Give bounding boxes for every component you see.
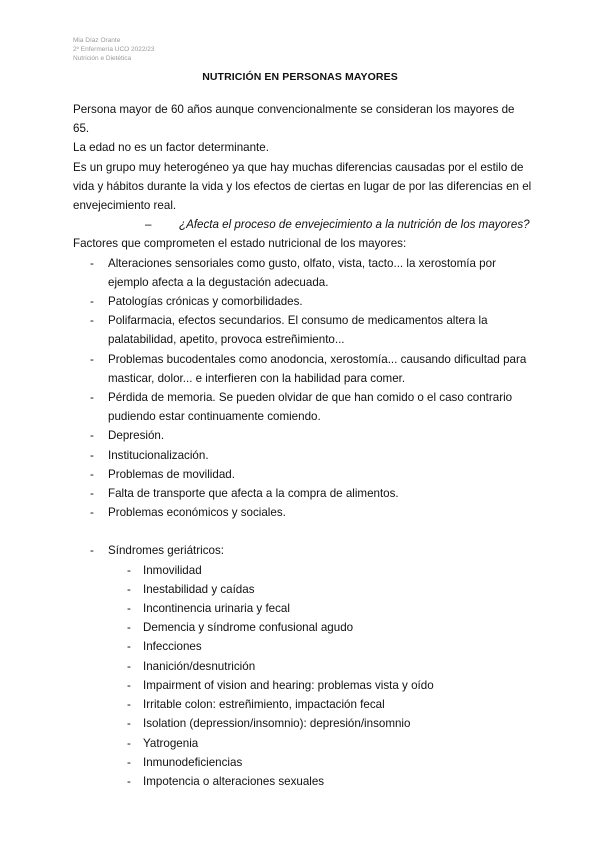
sublist-item-text: Incontinencia urinaria y fecal — [143, 602, 290, 616]
sublist-item-text: Irritable colon: estreñimiento, impactación fecal — [143, 698, 385, 712]
list-item-syndromes — [73, 541, 533, 791]
list-bullet: - — [90, 487, 94, 501]
factors-intro: Factores que comprometen el estado nutricional de los mayores: — [73, 237, 407, 251]
list-item-text: Institucionalización. — [108, 448, 209, 462]
header-author: Mia Díaz Orante — [73, 37, 121, 44]
list-item — [73, 350, 533, 388]
list-bullet: - — [127, 774, 131, 788]
sublist-item-text: Infecciones — [143, 640, 202, 654]
list-bullet: - — [127, 736, 131, 750]
sublist-item-text: Inestabilidad y caídas — [143, 582, 255, 596]
paragraph: Persona mayor de 60 años aunque convencionalmente se consideran los mayores de 65. — [73, 103, 515, 136]
list-bullet: - — [127, 621, 131, 635]
list-bullet: - — [90, 448, 94, 462]
list-bullet: - — [90, 506, 94, 520]
sublist-item-text: Yatrogenia — [143, 736, 199, 750]
list-spacer — [73, 522, 533, 541]
factors-list — [73, 254, 533, 791]
list-item-text: Depresión. — [108, 429, 165, 443]
list-bullet: - — [90, 314, 94, 328]
list-bullet: - — [127, 717, 131, 731]
list-bullet: - — [127, 698, 131, 712]
list-bullet: - — [127, 582, 131, 596]
syndromes-label: Síndromes geriátricos: — [108, 544, 224, 558]
sublist-item-text: Impotencia o alteraciones sexuales — [143, 774, 325, 788]
list-bullet: - — [90, 391, 94, 405]
sublist-item-text: Demencia y síndrome confusional agudo — [143, 621, 354, 635]
list-item — [73, 311, 533, 349]
sublist-item — [108, 695, 533, 714]
list-bullet: - — [127, 755, 131, 769]
list-bullet: - — [90, 352, 94, 366]
sublist-item — [108, 580, 533, 599]
list-item-text: Alteraciones sensoriales como gusto, olfato, vista, tacto... la xerostomía por ejemplo afecta a la degustación adecuada. — [108, 256, 496, 289]
sublist-item — [108, 618, 533, 637]
list-item-text: Problemas de movilidad. — [108, 467, 235, 481]
list-item-text: Falta de transporte que afecta a la compra de alimentos. — [108, 487, 399, 501]
list-bullet: - — [127, 659, 131, 673]
sublist-item — [108, 753, 533, 772]
list-item — [73, 254, 533, 292]
sublist-item — [108, 676, 533, 695]
list-item-text: Polifarmacia, efectos secundarios. El consumo de medicamentos altera la palatabilidad, apetito, provoca estreñimiento... — [108, 314, 488, 347]
document-body — [73, 100, 533, 791]
paragraph: La edad no es un factor determinante. — [73, 141, 269, 155]
sublist-item-text: Inanición/desnutrición — [143, 659, 256, 673]
document-header — [73, 36, 155, 63]
sublist-item — [108, 714, 533, 733]
sublist-item-text: Inmunodeficiencias — [143, 755, 243, 769]
sublist-item — [108, 561, 533, 580]
list-bullet: - — [127, 602, 131, 616]
sublist-item — [108, 734, 533, 753]
list-item — [73, 446, 533, 465]
header-course: 2º Enfermería UCO 2022/23 — [73, 46, 155, 53]
sublist-item — [108, 772, 533, 791]
list-bullet: - — [90, 256, 94, 270]
list-item — [73, 503, 533, 522]
list-item — [73, 484, 533, 503]
question-dash: – — [145, 218, 152, 232]
sublist-item — [108, 599, 533, 618]
sublist-item — [108, 657, 533, 676]
paragraph: Es un grupo muy heterogéneo ya que hay muchas diferencias causadas por el estilo de vida y hábitos durante la vida y los efectos de ciertas en lugar de por las diferencias en el envejecimiento real. — [73, 160, 532, 213]
list-bullet: - — [90, 295, 94, 309]
list-item — [73, 465, 533, 484]
list-item-text: Problemas económicos y sociales. — [108, 506, 286, 520]
list-item — [73, 292, 533, 311]
sublist-item — [108, 637, 533, 656]
list-bullet: - — [90, 544, 94, 558]
list-item-text: Patologías crónicas y comorbilidades. — [108, 295, 303, 309]
list-bullet: - — [127, 678, 131, 692]
list-bullet: - — [90, 429, 94, 443]
syndromes-list — [108, 561, 533, 791]
question-line — [73, 215, 533, 234]
header-subject: Nutrición e Dietética — [73, 55, 132, 62]
sublist-item-text: Inmovilidad — [143, 563, 202, 577]
document-title: NUTRICIÓN EN PERSONAS MAYORES — [202, 71, 398, 83]
question-text: ¿Afecta el proceso de envejecimiento a la nutrición de los mayores? — [179, 218, 530, 232]
list-item-text: Problemas bucodentales como anodoncia, xerostomía... causando dificultad para masticar, dolor... e interfieren con la habilidad para comer. — [108, 352, 527, 385]
sublist-item-text: Isolation (depression/insomnio): depresión/insomnio — [143, 717, 411, 731]
list-item — [73, 388, 533, 426]
list-bullet: - — [127, 563, 131, 577]
list-item — [73, 426, 533, 445]
sublist-item-text: Impairment of vision and hearing: problemas vista y oído — [143, 678, 434, 692]
list-item-text: Pérdida de memoria. Se pueden olvidar de que han comido o el caso contrario pudiendo estar continuamente comiendo. — [108, 391, 513, 424]
list-bullet: - — [90, 467, 94, 481]
list-bullet: - — [127, 640, 131, 654]
